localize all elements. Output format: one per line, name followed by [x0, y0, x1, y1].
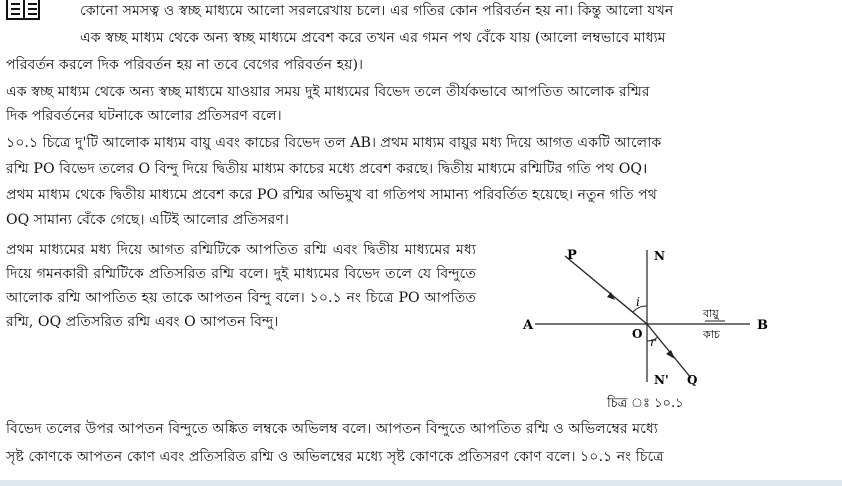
label-i: i	[636, 295, 640, 309]
label-o: O	[632, 327, 643, 341]
label-a: A	[523, 318, 534, 333]
book-icon	[6, 0, 40, 20]
incident-ray	[565, 256, 647, 324]
text-line: পরিবর্তন করলে দিক পরিবর্তন হয় না তবে বেগের পরিবর্তন হয়)।	[6, 57, 364, 73]
label-n-prime: N'	[654, 373, 669, 387]
label-r: r	[650, 335, 656, 349]
label-n: N	[654, 249, 665, 263]
figure-caption: চিত্র ঃ ১০.১	[607, 396, 684, 411]
text-line: রশ্মি PO বিভেদ তলের O বিন্দু দিয়ে দ্বিতীয় মাধ্যম কাচের মধ্যে প্রবেশ করছে। দ্বিতীয় মাধ্যমে রশ্মিটির গতি পথ OQ।	[6, 161, 648, 177]
text-line: এক স্বচ্ছ মাধ্যম থেকে অন্য স্বচ্ছ মাধ্যমে প্রবেশ করে তখন এর গমন পথ বেঁকে যায় (আলো লম্বভাবে মাধ্যম	[80, 30, 666, 46]
refracted-ray	[647, 324, 691, 378]
text-line: সৃষ্ট কোণকে আপতন কোণ এবং প্রতিসরিত রশ্মি ও অভিলম্বের মধ্যে সৃষ্ট কোণকে প্রতিসরণ কোণ বলে। ১০.১ নং চিত্রে	[6, 449, 664, 465]
definition-paragraph: প্রথম মাধ্যমের মধ্য দিয়ে আগত রশ্মিটিকে আপতিত রশ্মি এবং দ্বিতীয় মাধ্যমের মধ্য দিয়ে গমনকারী রশ্মিটিকে প্রতিসরিত রশ্মি বলে। দুই মাধ্যমের বিভেদ তলে যে বিন্দুতে আলোক রশ্মি আপতিত হয় তাকে আপতন বিন্দু বলে। ১০.১ নং চিত্রে PO আপতিত রশ্মি, OQ প্রতিসরিত রশ্মি এবং O আপতন বিন্দু।	[6, 242, 476, 330]
text-line: এক স্বচ্ছ মাধ্যম থেকে অন্য স্বচ্ছ মাধ্যমে যাওয়ার সময় দুই মাধ্যমের বিভেদ তলে তীর্যকভাবে আপতিত আলোক রশ্মির	[6, 84, 650, 100]
text-line: ১০.১ চিত্রে দু'টি আলোক মাধ্যম বায়ু এবং কাচের বিভেদ তল AB। প্রথম মাধ্যম বায়ুর মধ্য দিয়ে আগত একটি আলোক	[6, 135, 662, 151]
text-line: OQ সামান্য বেঁকে গেছে। এটিই আলোর প্রতিসরণ।	[6, 212, 289, 228]
label-p: P	[567, 248, 577, 263]
text-line: বিভেদ তলের উপর আপতন বিন্দুতে অঙ্কিত লম্বকে অভিলম্ব বলে। আপতন বিন্দুতে আপতিত রশ্মি ও অভিলম্বের মধ্যে	[6, 421, 658, 437]
text-line: প্রথম মাধ্যম থেকে দ্বিতীয় মাধ্যমে প্রবেশ করে PO রশ্মির অভিমুখ বা গতিপথ সামান্য পরিবর্তিত হয়েছে। নতুন গতি পথ	[6, 187, 657, 203]
refraction-diagram	[515, 242, 775, 412]
label-glass: কাচ	[703, 328, 720, 341]
label-q: Q	[687, 373, 698, 387]
refracted-arrow-icon	[666, 350, 675, 359]
text-line: কোনো সমসত্ব ও স্বচ্ছ মাধ্যমে আলো সরলরেখায় চলে। এর গতির কোন পরিবর্তন হয় না। কিন্তু আলো যখন	[80, 3, 674, 19]
label-b: B	[757, 318, 768, 333]
label-air: বায়ু	[703, 307, 719, 320]
page-bottom-strip	[0, 480, 842, 486]
text-line: দিক পরিবর্তনের ঘটনাকে আলোর প্রতিসরণ বলে।	[6, 108, 282, 124]
